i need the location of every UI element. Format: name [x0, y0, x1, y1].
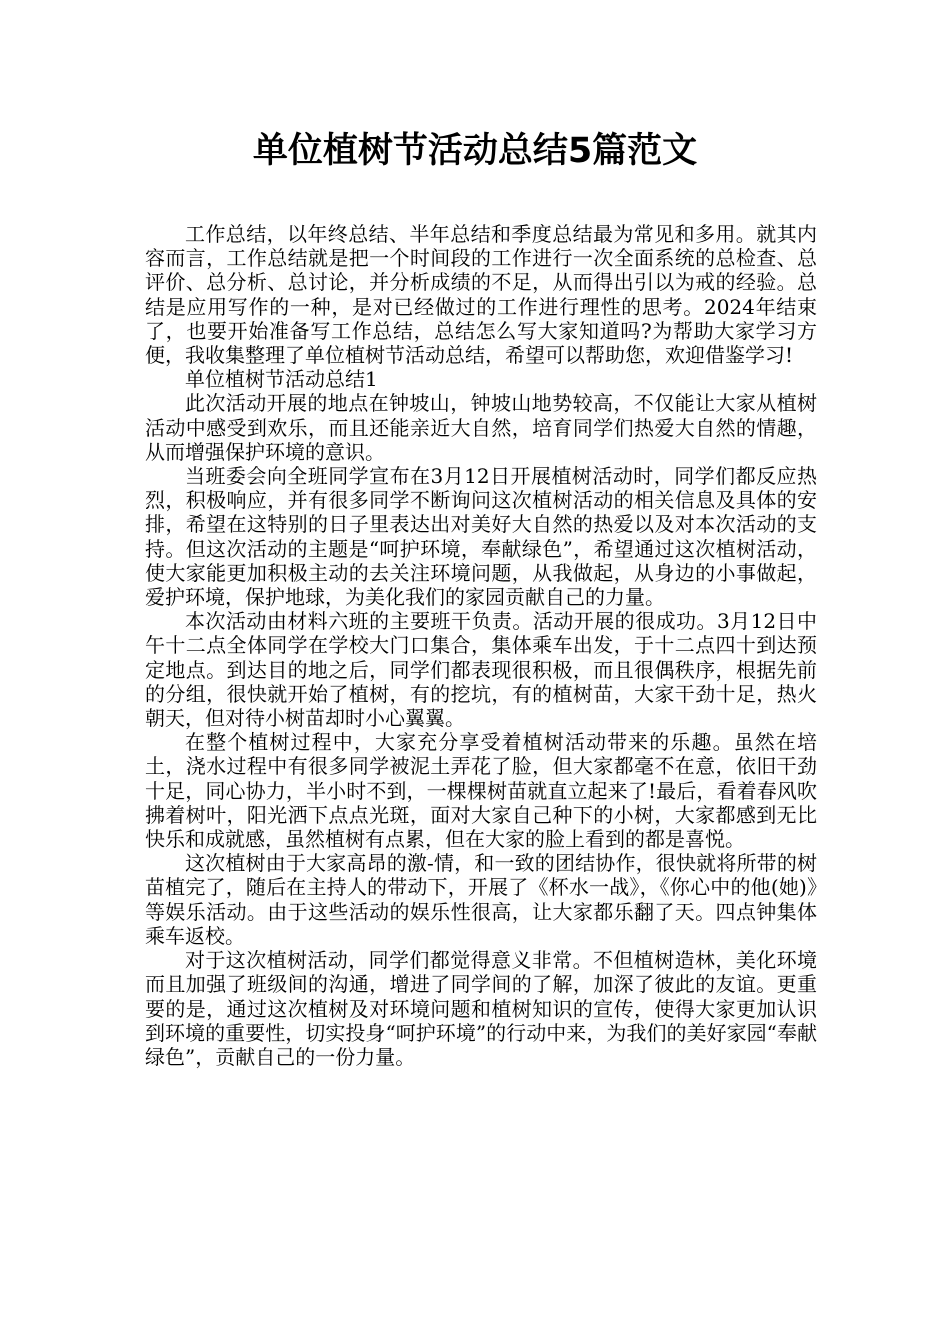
- document-title: 单位植树节活动总结5篇范文: [252, 131, 698, 171]
- section-heading: 单位植树节活动总结1: [185, 367, 378, 392]
- body-paragraph: 在整个植树过程中，大家充分享受着植树活动带来的乐趣。虽然在培土，浇水过程中有很多同学被泥土弄花了脸，但大家都毫不在意，依旧干劲十足，同心协力，半小时不到，一棵棵树苗就直立起来了!最后，看着春风吹拂着树叶，阳光洒下点点光斑，面对大家自己种下的小树，大家都感到无比快乐和成就感，虽然植树有点累，但在大家的脸上看到的都是喜悦。: [145, 730, 817, 852]
- body-paragraph: 对于这次植树活动，同学们都觉得意义非常。不但植树造林，美化环境而且加强了班级间的沟通，增进了同学间的了解，加深了彼此的友谊。更重要的是，通过这次植树及对环境问题和植树知识的宣传，使得大家更加认识到环境的重要性，切实投身“呵护环境”的行动中来，为我们的美好家园“奉献绿色”，贡献自己的一份力量。: [145, 948, 817, 1069]
- document-body: [145, 222, 817, 1069]
- body-paragraph: 这次植树由于大家高昂的激-情，和一致的团结协作，很快就将所带的树苗植完了，随后在主持人的带动下，开展了《杯水一战》，《你心中的他(她)》等娱乐活动。由于这些活动的娱乐性很高，让大家都乐翻了天。四点钟集体乘车返校。: [145, 851, 817, 948]
- body-paragraph: 本次活动由材料六班的主要班干负责。活动开展的很成功。3月12日中午十二点全体同学在学校大门口集合，集体乘车出发，于十二点四十到达预定地点。到达目的地之后，同学们都表现很积极，而且很偶秩序，根据先前的分组，很快就开始了植树，有的挖坑，有的植树苗，大家干劲十足，热火朝天，但对待小树苗却时小心翼翼。: [145, 609, 817, 731]
- body-paragraph: 此次活动开展的地点在钟坡山，钟坡山地势较高，不仅能让大家从植树活动中感受到欢乐，而且还能亲近大自然，培育同学们热爱大自然的情趣，从而增强保护环境的意识。: [145, 391, 817, 464]
- intro-paragraph: 工作总结，以年终总结、半年总结和季度总结最为常见和多用。就其内容而言，工作总结就是把一个时间段的工作进行一次全面系统的总检查、总评价、总分析、总讨论，并分析成绩的不足，从而得出引以为戒的经验。总结是应用写作的一种，是对已经做过的工作进行理性的思考。2024年结束了，也要开始准备写工作总结，总结怎么写大家知道吗?为帮助大家学习方便，我收集整理了单位植树节活动总结，希望可以帮助您，欢迎借鉴学习!: [145, 222, 817, 368]
- body-paragraph: 当班委会向全班同学宣布在3月12日开展植树活动时，同学们都反应热烈，积极响应，并有很多同学不断询问这次植树活动的相关信息及具体的安排，希望在这特别的日子里表达出对美好大自然的热爱以及对本次活动的支持。但这次活动的主题是“呵护环境，奉献绿色”，希望通过这次植树活动，使大家能更加积极主动的去关注环境问题，从我做起，从身边的小事做起，爱护环境，保护地球，为美化我们的家园贡献自己的力量。: [145, 464, 817, 610]
